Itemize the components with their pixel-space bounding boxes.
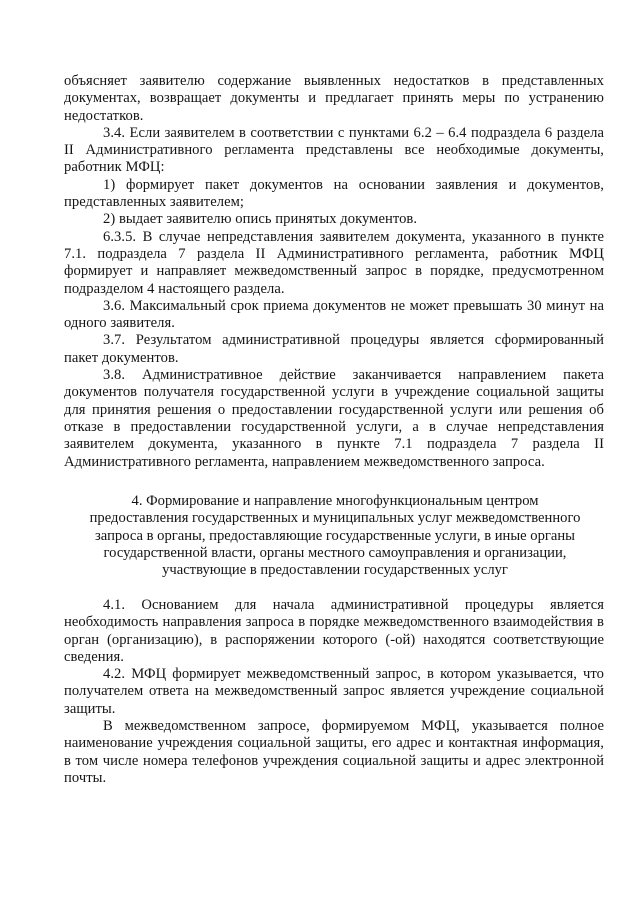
paragraph-3-7: 3.7. Результатом административной процедуры является сформированный пакет документов. <box>64 332 604 366</box>
heading-line: 4. Формирование и направление многофункциональным центром <box>131 493 539 509</box>
heading-line: участвующие в предоставлении государственных услуг <box>162 562 508 579</box>
paragraph-6-3-5: 6.3.5. В случае непредставления заявителем документа, указанного в пункте 7.1. подраздела 7 раздела II Административного регламента, работник МФЦ формирует и направляет межведомственный запрос в порядке, предусмотренном подразделом 4 настоящего раздела. <box>64 228 604 297</box>
paragraph-list-item-1: 1) формирует пакет документов на основании заявления и документов, представленных заявителем; <box>64 176 604 211</box>
text-block-section-4 <box>64 597 604 787</box>
paragraph-4-2: 4.2. МФЦ формирует межведомственный запрос, в котором указывается, что получателем ответа на межведомственный запрос является учреждение социальной защиты. <box>64 666 604 717</box>
paragraph-3-6: 3.6. Максимальный срок приема документов не может превышать 30 минут на одного заявителя. <box>64 297 604 332</box>
paragraph-4-1: 4.1. Основанием для начала административной процедуры является необходимость направления запроса в порядке межведомственного взаимодействия в орган (организацию), в распоряжении которого (-ой) находятся соответствующие сведения. <box>64 597 604 665</box>
paragraph-3-4: 3.4. Если заявителем в соответствии с пунктами 6.2 – 6.4 подраздела 6 раздела II Административного регламента представлены все необходимые документы, работник МФЦ: <box>64 124 604 176</box>
heading-line: государственной власти, органы местного самоуправления и организации, <box>103 544 567 561</box>
text-block-section-3 <box>64 73 604 471</box>
section-4-heading <box>70 493 600 579</box>
paragraph-list-item-2: 2) выдает заявителю опись принятых документов. <box>103 211 418 228</box>
paragraph: объясняет заявителю содержание выявленных недостатков в представленных документах, возвращает документы и предлагает принять меры по устранению недостатков. <box>64 73 604 124</box>
paragraph-3-8: 3.8. Административное действие заканчивается направлением пакета документов получателя государственной услуги в учреждение социальной защиты для принятия решения о предоставлении государственной услуги или решения об отказе в предоставлении государственной услуги, а в случае непредставления заявителем документа, указанного в пункте 7.1 подраздела 7 раздела II Административного регламента, направлением межведомственного запроса. <box>64 367 604 470</box>
heading-line: запроса в органы, предоставляющие государственные услуги, в иные органы <box>95 527 575 544</box>
heading-line: предоставления государственных и муниципальных услуг межведомственного <box>89 510 581 527</box>
paragraph-request-contents: В межведомственном запросе, формируемом МФЦ, указывается полное наименование учреждения социальной защиты, его адрес и контактная информация, в том числе номера телефонов учреждения социальной защиты и адрес электронной почты. <box>64 718 604 786</box>
